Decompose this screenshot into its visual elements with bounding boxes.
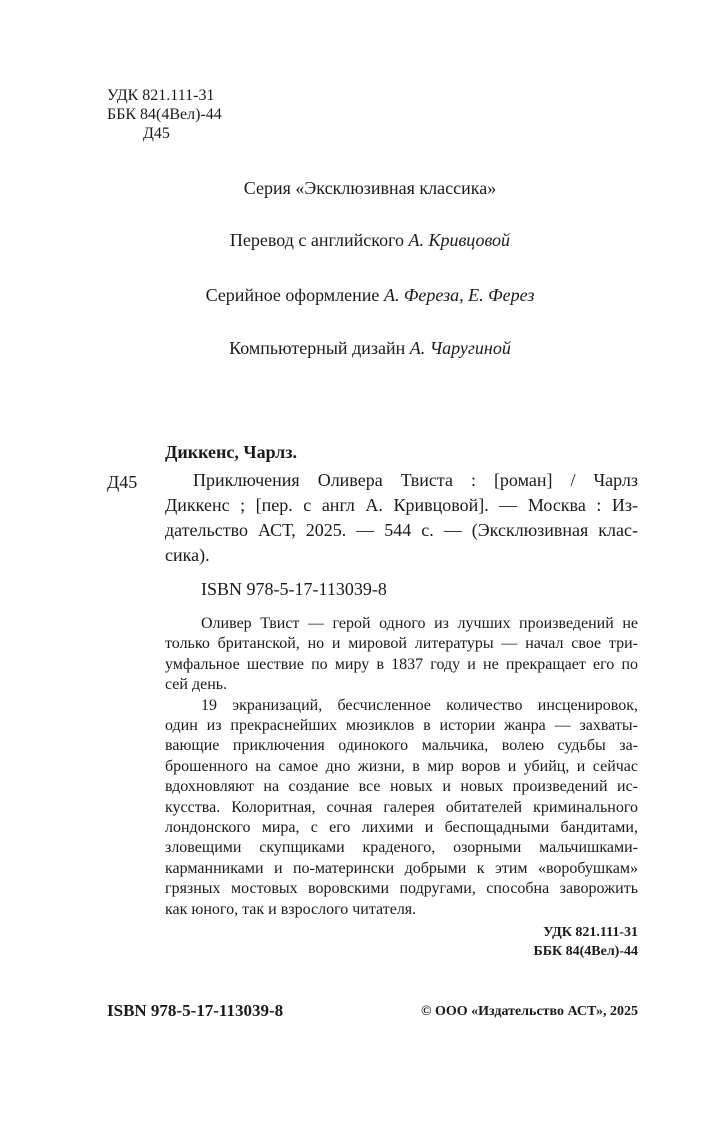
translation-line xyxy=(60,230,680,251)
record-line: Приключения Оливера Твиста : [роман] / Чарлз xyxy=(193,470,638,490)
annotation-line: сей день. xyxy=(165,676,228,694)
annotation-line: один из прекраснейших мюзиклов в истории жанра — захваты- xyxy=(165,717,638,735)
record-author: Диккенс, Чарлз. xyxy=(165,442,298,462)
footer-udk-code: УДК 821.111-31 xyxy=(543,925,638,940)
record-isbn: ISBN 978-5-17-113039-8 xyxy=(201,579,387,599)
computer-designer-name: А. Чаругиной xyxy=(409,338,511,358)
annotation-line: кусства. Колоритная, сочная галерея обитателей криминального xyxy=(165,798,638,816)
record-line: Диккенс ; [пер. с англ А. Кривцовой]. — Москва : Из- xyxy=(165,495,638,515)
author-sign-code: Д45 xyxy=(143,125,170,142)
copyright-notice: © ООО «Издательство АСТ», 2025 xyxy=(420,1004,638,1019)
record-line: дательство АСТ, 2025. — 544 с. — (Эксклюзивная клас- xyxy=(165,520,638,540)
annotation-line: брошенного на самое дно жизни, в мир воров и убийц, и сейчас xyxy=(165,757,638,775)
annotation-line: грязных мостовых воровскими подругами, способна заворожить xyxy=(165,880,638,898)
designer-names: А. Фереза, Е. Ферез xyxy=(383,285,535,305)
classification-block xyxy=(107,86,222,143)
udk-code: УДК 821.111-31 xyxy=(107,87,215,104)
bbk-code: ББК 84(4Вел)-44 xyxy=(107,106,222,123)
footer-isbn: ISBN 978-5-17-113039-8 xyxy=(107,1001,284,1020)
annotation-line: 19 экранизаций, бесчисленное количество инсценировок, xyxy=(201,696,638,714)
annotation-line: Оливер Твист — герой одного из лучших произведений не xyxy=(201,615,638,632)
record-author-sign: Д45 xyxy=(107,472,138,492)
translator-name: А. Кривцовой xyxy=(408,230,511,250)
annotation-line: только британской, но и мировой литературы — начал свое три- xyxy=(165,635,638,653)
bibliographic-record xyxy=(165,468,638,568)
annotation-line: лондонского мира, с его лихими и беспощадными бандитами, xyxy=(165,819,638,837)
annotation xyxy=(165,614,638,920)
translation-label: Перевод с английского xyxy=(229,230,404,250)
annotation-line: зловещими скупщиками краденого, озорными мальчишками- xyxy=(165,839,638,857)
design-line xyxy=(60,285,680,306)
footer-classification xyxy=(533,923,638,961)
series-title: Серия «Эксклюзивная классика» xyxy=(243,178,497,198)
annotation-line: вающие приключения одинокого мальчика, волею судьбы за- xyxy=(165,737,638,755)
record-line: сика). xyxy=(165,545,210,565)
annotation-line: как юного, так и взрослого читателя. xyxy=(165,900,417,918)
computer-design-label: Компьютерный дизайн xyxy=(229,338,406,358)
annotation-line: карманниками и по-матерински добрыми к этим «воробушкам» xyxy=(165,859,638,877)
computer-design-line xyxy=(60,338,680,359)
design-label: Серийное оформление xyxy=(205,285,380,305)
footer-bbk-code: ББК 84(4Вел)-44 xyxy=(533,944,638,959)
annotation-line: умфальное шествие по миру в 1837 году и не прекращает его по xyxy=(165,655,638,673)
annotation-line: вдохновляют на создание все новых и новых произведений ис- xyxy=(165,778,638,796)
series-line xyxy=(60,178,680,199)
